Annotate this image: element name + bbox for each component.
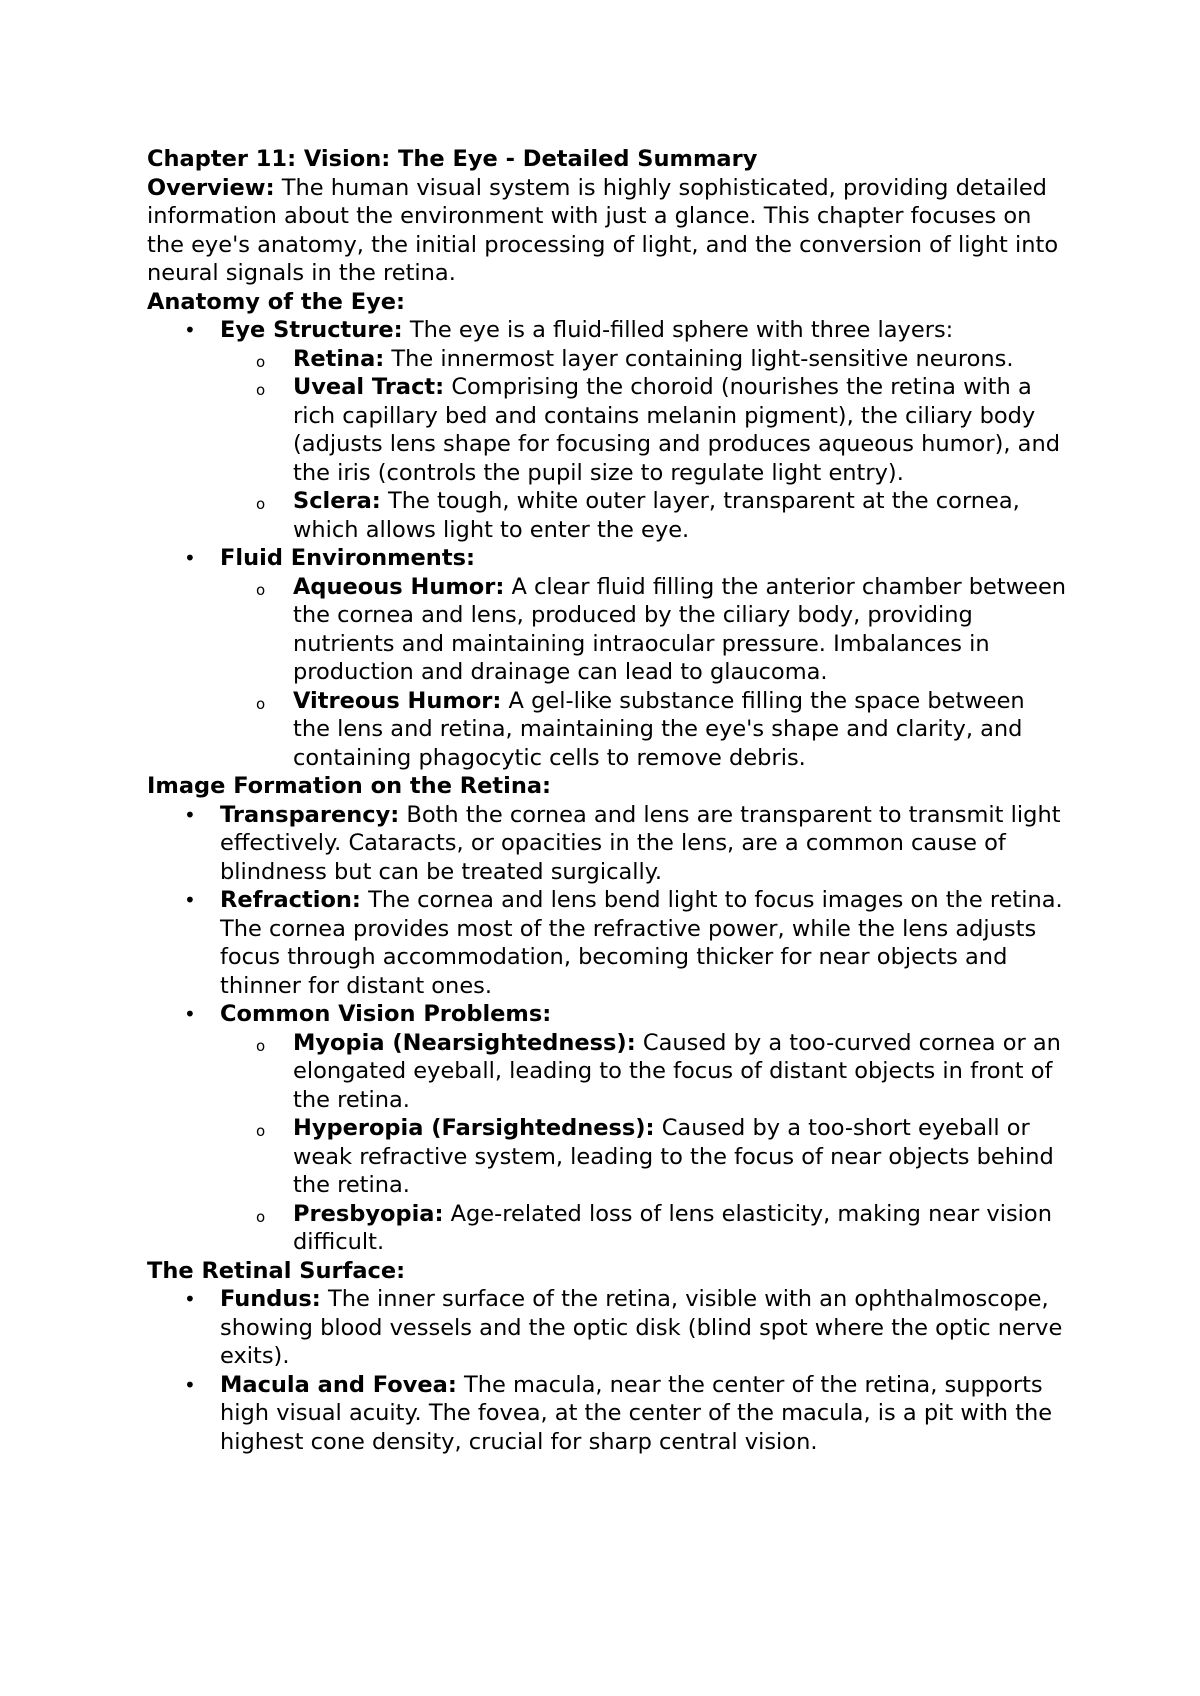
sub-bullet-marker: o	[256, 694, 266, 713]
item-text: The cornea and lens bend light to focus images on the retina. The cornea provides most of the refractive power, while the lens adjusts focus through accommodation, becoming thicker for near objects and thinner for distant ones.	[220, 887, 1063, 999]
sub-bullet-marker: o	[256, 1122, 266, 1140]
bullet-item	[147, 316, 1067, 345]
sub-bullet-marker: o	[256, 381, 266, 399]
bullet-marker: •	[184, 802, 196, 827]
item-label: Fluid Environments:	[220, 545, 475, 571]
item-label: Presbyopia:	[293, 1200, 444, 1227]
bullet-marker: •	[184, 1002, 196, 1026]
sub-bullet-marker: o	[256, 495, 266, 513]
item-label: Vitreous Humor:	[293, 687, 502, 714]
sub-bullet-item	[147, 373, 1067, 487]
overview-text: The human visual system is highly sophisticated, providing detailed information about the environment with just a glance. This chapter focuses on the eye's anatomy, the initial processing of light, and the conversion of light into neural signals in the retina.	[147, 174, 1059, 286]
bullet-list	[147, 801, 1067, 1257]
bullet-item	[147, 1285, 1067, 1371]
bullet-marker: •	[184, 888, 196, 912]
bullet-item	[147, 886, 1067, 1000]
item-label: Fundus:	[220, 1286, 321, 1312]
item-label: Transparency:	[220, 801, 400, 828]
sub-bullet-marker: o	[256, 1207, 266, 1226]
sub-bullet-item	[147, 487, 1067, 544]
bullet-marker: •	[184, 318, 196, 342]
sub-bullet-marker: o	[256, 580, 266, 599]
bullet-item	[147, 544, 1067, 573]
bullet-item	[147, 1371, 1067, 1457]
document-body	[147, 145, 1067, 1456]
item-label: Sclera:	[293, 488, 381, 514]
item-text: The innermost layer containing light-sensitive neurons.	[384, 345, 1014, 372]
item-text: A gel-like substance filling the space between the lens and retina, maintaining the eye's shape and clarity, and containing phagocytic cells to remove debris.	[293, 687, 1025, 771]
item-text: Age-related loss of lens elasticity, making near vision difficult.	[293, 1200, 1052, 1255]
section-heading-retinal-surface: The Retinal Surface:	[147, 1257, 406, 1284]
bullet-marker: •	[184, 1372, 196, 1397]
item-label: Macula and Fovea:	[220, 1371, 457, 1398]
section-heading-image-formation: Image Formation on the Retina:	[147, 773, 552, 799]
item-text: The macula, near the center of the retina, supports high visual acuity. The fovea, at the center of the macula, is a pit with the highest cone density, crucial for sharp central vision.	[220, 1371, 1053, 1455]
item-label: Retina:	[293, 345, 385, 372]
item-text: Comprising the choroid (nourishes the retina with a rich capillary bed and contains melanin pigment), the ciliary body (adjusts lens shape for focusing and produces aqueous humor), and the iris (controls the pupil size to regulate light entry).	[293, 374, 1060, 486]
item-label: Eye Structure:	[220, 317, 403, 343]
item-label: Common Vision Problems:	[220, 1001, 552, 1027]
section-heading-anatomy: Anatomy of the Eye:	[147, 288, 406, 315]
item-text: The eye is a fluid-filled sphere with three layers:	[402, 317, 954, 343]
item-label: Refraction:	[220, 887, 361, 913]
item-text: Caused by a too-curved cornea or an elongated eyeball, leading to the focus of distant objects in front of the retina.	[293, 1029, 1061, 1113]
sub-bullet-marker: o	[256, 352, 266, 371]
sub-bullet-marker: o	[256, 1036, 266, 1055]
bullet-list	[147, 316, 1067, 772]
item-text: Both the cornea and lens are transparent to transmit light effectively. Cataracts, or opacities in the lens, are a common cause of blindness but can be treated surgically.	[220, 801, 1061, 885]
item-label: Uveal Tract:	[293, 374, 445, 400]
overview-paragraph	[147, 174, 1067, 288]
bullet-item	[147, 801, 1067, 887]
item-text: A clear fluid filling the anterior chamber between the cornea and lens, produced by the ciliary body, providing nutrients and maintaining intraocular pressure. Imbalances in production and drainage can lead to glaucoma.	[293, 573, 1067, 685]
sub-bullet-item	[147, 573, 1067, 687]
item-text: The tough, white outer layer, transparent at the cornea, which allows light to enter the eye.	[293, 488, 1020, 543]
bullet-marker: •	[184, 1287, 196, 1311]
sub-bullet-item	[147, 345, 1067, 374]
sub-bullet-item	[147, 1029, 1067, 1115]
item-label: Aqueous Humor:	[293, 573, 505, 600]
bullet-list	[147, 1285, 1067, 1456]
sub-bullet-item	[147, 1114, 1067, 1200]
document-title: Chapter 11: Vision: The Eye - Detailed Summary	[147, 146, 758, 172]
item-text: The inner surface of the retina, visible with an ophthalmoscope, showing blood vessels and the optic disk (blind spot where the optic nerve exits).	[220, 1286, 1063, 1369]
bullet-marker: •	[184, 546, 196, 570]
sub-bullet-item	[147, 1200, 1067, 1257]
bullet-item	[147, 1000, 1067, 1029]
item-text: Caused by a too-short eyeball or weak refractive system, leading to the focus of near objects behind the retina.	[293, 1115, 1054, 1198]
item-label: Hyperopia (Farsightedness):	[293, 1115, 655, 1141]
item-label: Myopia (Nearsightedness):	[293, 1029, 636, 1056]
overview-label: Overview:	[147, 174, 275, 201]
sub-bullet-item	[147, 687, 1067, 773]
